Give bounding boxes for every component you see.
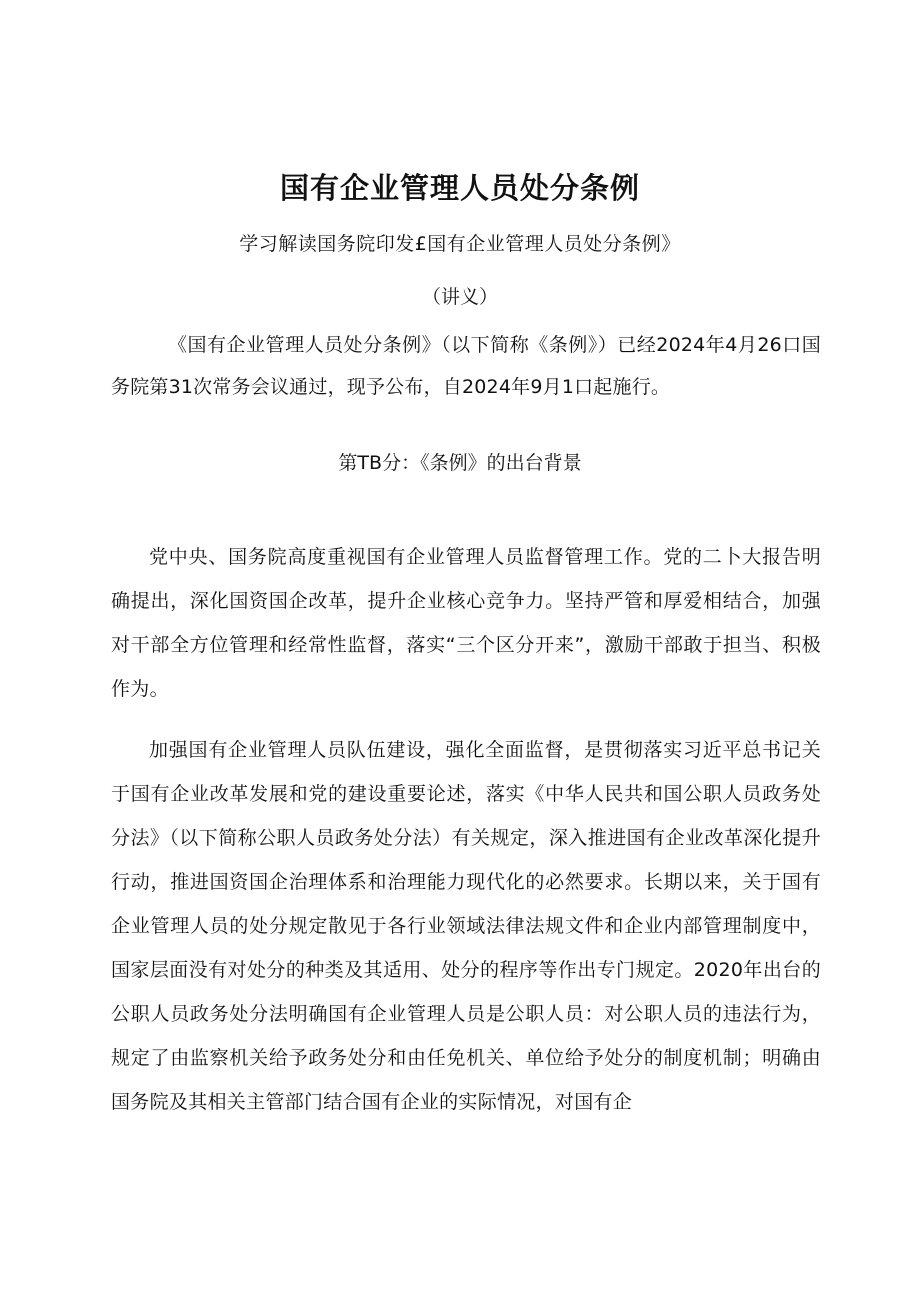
- document-title: 国有企业管理人员处分条例: [279, 171, 640, 205]
- body-paragraph: 党中央、国务院高度重视国有企业管理人员监督管理工作。党的二卜大报告明确提出，深化国资国企改革，提升企业核心竞争力。坚持严管和厚爱相结合，加强对干部全方位管理和经常性监督，落实“三个区分开来”，激励干部敢于担当、积极作为。: [111, 546, 821, 700]
- body-paragraph: 加强国有企业管理人员队伍建设，强化全面监督，是贯彻落实习近平总书记关于国有企业改革发展和党的建设重要论述，落实《中华人民共和国公职人员政务处分法》（以下简称公职人员政务处分法）有关规定，深入推进国有企业改革深化提升行动，推进国资国企治理体系和治理能力现代化的必然要求。长期以来，关于国有企业管理人员的处分规定散见于各行业领域法律法规文件和企业内部管理制度中，国家层面没有对处分的种类及其适用、处分的程序等作出专门规定。2020年出台的公职人员政务处分法明确国有企业管理人员是公职人员：对公职人员的违法行为，规定了由监察机关给予政务处分和由任免机关、单位给予处分的制度机制；明确由国务院及其相关主管部门结合国有企业的实际情况，对国有企: [111, 739, 821, 1113]
- document-subtitle: 学习解读国务院印发£国有企业管理人员处分条例》: [239, 233, 681, 255]
- lecture-label: （讲义）: [421, 286, 498, 308]
- intro-paragraph: 《国有企业管理人员处分条例》（以下简称《条例》）已经2024年4月26口国务院第31次常务会议通过，现予公布，自2024年9月1口起施行。: [111, 334, 821, 398]
- section-heading: 第TB分：《条例》的出台背景: [338, 452, 582, 474]
